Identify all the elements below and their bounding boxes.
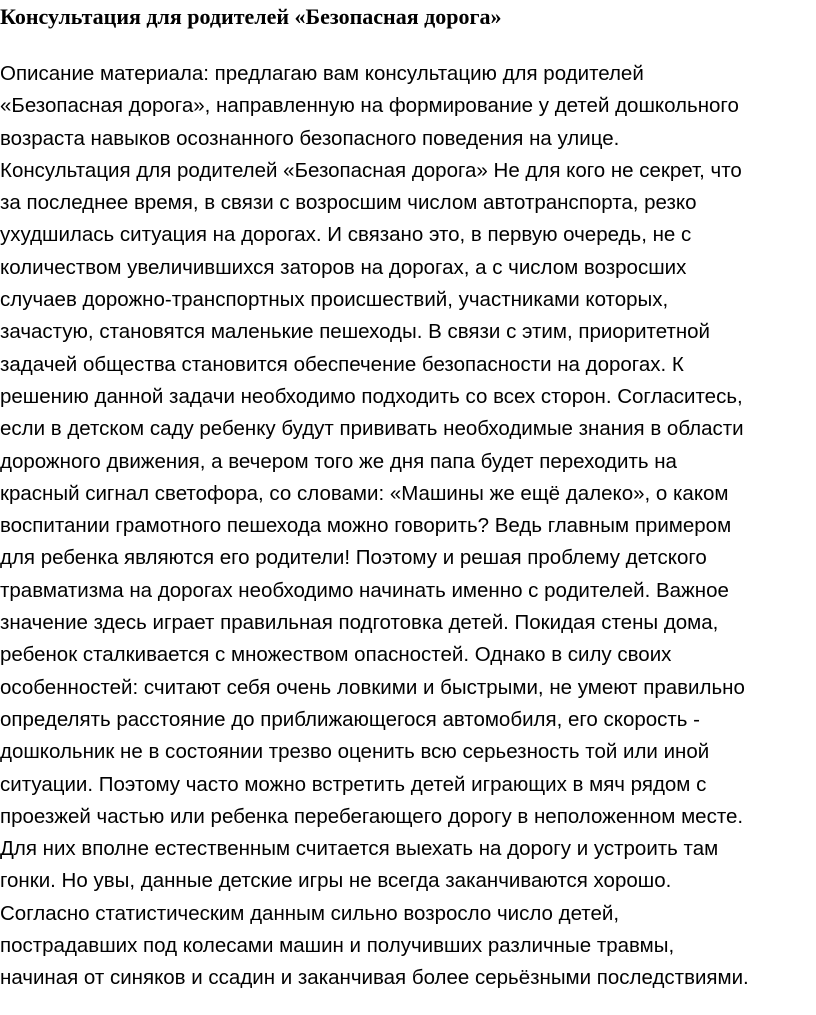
body-line: задачей общества становится обеспечение безопасности на дорогах. К — [0, 352, 684, 376]
body-line: Консультация для родителей «Безопасная дорога» Не для кого не секрет, что — [0, 158, 742, 182]
body-line: случаев дорожно-транспортных происшествий, участниками которых, — [0, 288, 669, 312]
body-line: дорожного движения, а вечером того же дня папа будет переходить на — [0, 449, 677, 473]
document-body — [0, 58, 816, 995]
body-line: воспитании грамотного пешехода можно говорить? Ведь главным примером — [0, 514, 732, 538]
body-line: красный сигнал светофора, со словами: «Машины же ещё далеко», о каком — [0, 481, 729, 505]
document-title: Консультация для родителей «Безопасная дорога» — [0, 4, 502, 29]
body-line: «Безопасная дорога», направленную на формирование у детей дошкольного — [0, 94, 739, 118]
body-line: за последнее время, в связи с возросшим числом автотранспорта, резко — [0, 191, 697, 215]
body-line: начиная от синяков и ссадин и заканчивая более серьёзными последствиями. — [0, 966, 749, 990]
body-line: дошкольник не в состоянии трезво оценить всю серьезность той или иной — [0, 740, 710, 764]
body-line: пострадавших под колесами машин и получивших различные травмы, — [0, 934, 675, 958]
body-line: если в детском саду ребенку будут прививать необходимые знания в области — [0, 417, 744, 441]
body-line: особенностей: считают себя очень ловкими и быстрыми, не умеют правильно — [0, 675, 745, 699]
body-line: возраста навыков осознанного безопасного поведения на улице. — [0, 126, 620, 150]
body-line: для ребенка являются его родители! Поэтому и решая проблему детского — [0, 546, 707, 570]
body-line: определять расстояние до приближающегося автомобиля, его скорость - — [0, 707, 701, 731]
body-line: ребенок сталкивается с множеством опасностей. Однако в силу своих — [0, 643, 672, 667]
body-line: решению данной задачи необходимо подходить со всех сторон. Согласитесь, — [0, 384, 743, 408]
body-line: Согласно статистическим данным сильно возросло число детей, — [0, 901, 620, 925]
body-line: травматизма на дорогах необходимо начинать именно с родителей. Важное — [0, 578, 729, 602]
body-line: проезжей частью или ребенка перебегающего дорогу в неположенном месте. — [0, 804, 744, 828]
body-line: значение здесь играет правильная подготовка детей. Покидая стены дома, — [0, 611, 719, 635]
body-line: ситуации. Поэтому часто можно встретить детей играющих в мяч рядом с — [0, 772, 707, 796]
body-line: ухудшилась ситуация на дорогах. И связано это, в первую очередь, не с — [0, 223, 692, 247]
body-line: гонки. Но увы, данные детские игры не всегда заканчиваются хорошо. — [0, 869, 672, 893]
body-line: Описание материала: предлагаю вам консультацию для родителей — [0, 62, 644, 85]
body-line: количеством увеличившихся заторов на дорогах, а с числом возросших — [0, 255, 687, 279]
body-line: Для них вполне естественным считается выехать на дорогу и устроить там — [0, 837, 719, 861]
body-line: зачастую, становятся маленькие пешеходы. В связи с этим, приоритетной — [0, 320, 711, 344]
